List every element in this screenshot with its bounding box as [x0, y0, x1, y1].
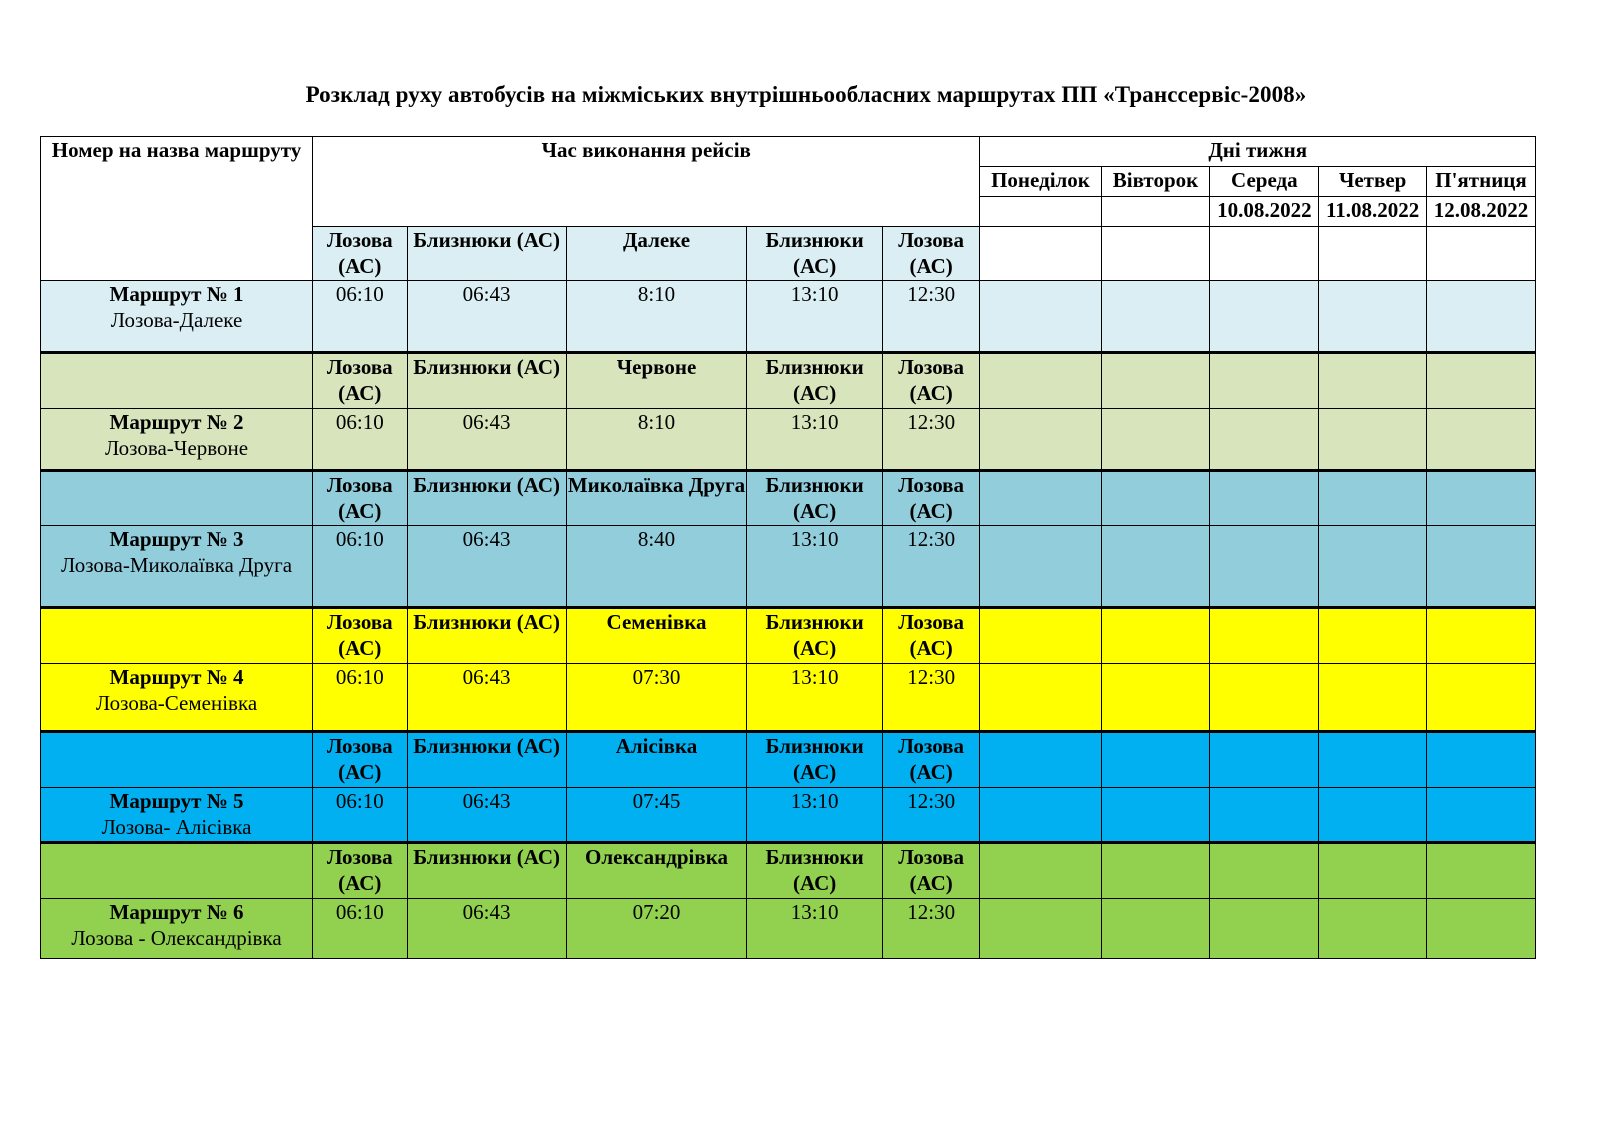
- day-cell: [1427, 664, 1536, 732]
- day-cell: [980, 664, 1101, 732]
- time-cell: 06:43: [407, 899, 566, 959]
- day-date: 12.08.2022: [1427, 197, 1536, 227]
- time-cell: 06:43: [407, 664, 566, 732]
- time-cell: 12:30: [882, 899, 980, 959]
- route-header-spacer: [41, 353, 313, 409]
- day-cell: [1319, 843, 1427, 899]
- time-cell: 12:30: [882, 409, 980, 471]
- day-cell: [1427, 227, 1536, 281]
- time-cell: 12:30: [882, 788, 980, 843]
- day-cell: [1427, 732, 1536, 788]
- day-cell: [1427, 353, 1536, 409]
- day-cell: [1210, 353, 1319, 409]
- route-column-header: Номер на назва маршруту: [41, 137, 313, 281]
- schedule-table: [40, 136, 1536, 959]
- day-cell: [1210, 409, 1319, 471]
- route-header-spacer: [41, 843, 313, 899]
- time-cell: 13:10: [747, 409, 883, 471]
- stop-header: Близнюки (АС): [407, 732, 566, 788]
- stop-header: Близнюки (АС): [747, 732, 883, 788]
- time-cell: 13:10: [747, 281, 883, 353]
- time-cell: 07:20: [566, 899, 747, 959]
- day-cell: [1101, 608, 1210, 664]
- route-name: Лозова-Миколаївка Друга: [60, 553, 293, 577]
- time-cell: 12:30: [882, 664, 980, 732]
- day-cell: [1319, 281, 1427, 353]
- time-cell: 06:10: [313, 281, 407, 353]
- stop-header: Близнюки (АС): [747, 608, 883, 664]
- route-label: [41, 664, 313, 732]
- time-cell: 06:43: [407, 409, 566, 471]
- stop-header: Близнюки (АС): [407, 353, 566, 409]
- day-header: П'ятниця: [1427, 167, 1536, 197]
- day-cell: [1319, 471, 1427, 526]
- time-cell: 13:10: [747, 526, 883, 608]
- route-number: Маршрут № 2: [109, 410, 244, 434]
- route-name: Лозова-Далеке: [110, 308, 243, 332]
- stop-header: Лозова (АС): [313, 843, 407, 899]
- stop-header: Близнюки (АС): [407, 608, 566, 664]
- day-cell: [1210, 471, 1319, 526]
- time-column-header: Час виконання рейсів: [313, 137, 980, 227]
- day-cell: [1101, 353, 1210, 409]
- time-cell: 8:10: [566, 409, 747, 471]
- day-cell: [1319, 608, 1427, 664]
- day-cell: [980, 409, 1101, 471]
- day-cell: [1319, 409, 1427, 471]
- time-cell: 06:10: [313, 526, 407, 608]
- day-cell: [980, 471, 1101, 526]
- day-cell: [1210, 608, 1319, 664]
- day-cell: [1101, 899, 1210, 959]
- stop-header: Близнюки (АС): [407, 471, 566, 526]
- day-cell: [1319, 732, 1427, 788]
- route-header-spacer: [41, 471, 313, 526]
- stop-header: Алісівка: [566, 732, 747, 788]
- time-cell: 13:10: [747, 899, 883, 959]
- time-cell: 13:10: [747, 788, 883, 843]
- day-cell: [1101, 526, 1210, 608]
- route-label: [41, 899, 313, 959]
- day-cell: [1101, 664, 1210, 732]
- day-cell: [1210, 788, 1319, 843]
- day-date: [980, 197, 1101, 227]
- stop-header: Лозова (АС): [882, 471, 980, 526]
- time-cell: 07:45: [566, 788, 747, 843]
- day-cell: [980, 899, 1101, 959]
- route-header-spacer: [41, 608, 313, 664]
- day-cell: [1319, 227, 1427, 281]
- stop-header: Лозова (АС): [882, 843, 980, 899]
- route-number: Маршрут № 4: [109, 665, 244, 689]
- stop-header: Лозова (АС): [313, 471, 407, 526]
- stop-header: Лозова (АС): [882, 227, 980, 281]
- day-cell: [1319, 788, 1427, 843]
- stop-header: Близнюки (АС): [407, 227, 566, 281]
- time-cell: 8:10: [566, 281, 747, 353]
- day-date: 11.08.2022: [1319, 197, 1427, 227]
- stop-header: Лозова (АС): [313, 732, 407, 788]
- day-cell: [1210, 526, 1319, 608]
- time-cell: 8:40: [566, 526, 747, 608]
- stop-header: Миколаївка Друга: [566, 471, 747, 526]
- stop-header: Червоне: [566, 353, 747, 409]
- day-cell: [1101, 471, 1210, 526]
- day-cell: [1101, 227, 1210, 281]
- time-cell: 13:10: [747, 664, 883, 732]
- day-cell: [980, 227, 1101, 281]
- stop-header: Лозова (АС): [882, 608, 980, 664]
- day-cell: [1101, 788, 1210, 843]
- day-cell: [1101, 281, 1210, 353]
- time-cell: 06:10: [313, 409, 407, 471]
- day-header: Середа: [1210, 167, 1319, 197]
- day-cell: [1101, 843, 1210, 899]
- day-cell: [1427, 526, 1536, 608]
- route-name: Лозова- Алісівка: [101, 815, 252, 839]
- time-cell: 06:43: [407, 526, 566, 608]
- day-cell: [980, 843, 1101, 899]
- route-label: [41, 409, 313, 471]
- day-cell: [1319, 664, 1427, 732]
- day-cell: [1427, 843, 1536, 899]
- day-cell: [980, 788, 1101, 843]
- time-cell: 06:10: [313, 899, 407, 959]
- route-number: Маршрут № 6: [109, 900, 244, 924]
- day-cell: [1319, 899, 1427, 959]
- day-cell: [1427, 471, 1536, 526]
- day-cell: [980, 526, 1101, 608]
- stop-header: Близнюки (АС): [747, 353, 883, 409]
- day-header: Понеділок: [980, 167, 1101, 197]
- day-cell: [1210, 281, 1319, 353]
- day-date: [1101, 197, 1210, 227]
- day-cell: [1319, 526, 1427, 608]
- route-number: Маршрут № 3: [109, 527, 244, 551]
- stop-header: Лозова (АС): [313, 227, 407, 281]
- day-cell: [980, 353, 1101, 409]
- time-cell: 12:30: [882, 526, 980, 608]
- day-cell: [980, 608, 1101, 664]
- day-cell: [1210, 899, 1319, 959]
- day-cell: [1427, 788, 1536, 843]
- day-header: Вівторок: [1101, 167, 1210, 197]
- stop-header: Лозова (АС): [882, 353, 980, 409]
- stop-header: Далеке: [566, 227, 747, 281]
- stop-header: Олександрівка: [566, 843, 747, 899]
- time-cell: 12:30: [882, 281, 980, 353]
- stop-header: Лозова (АС): [313, 353, 407, 409]
- route-label: [41, 788, 313, 843]
- time-cell: 06:43: [407, 281, 566, 353]
- day-cell: [1101, 409, 1210, 471]
- stop-header: Близнюки (АС): [747, 843, 883, 899]
- day-cell: [1427, 899, 1536, 959]
- day-cell: [1427, 409, 1536, 471]
- stop-header: Близнюки (АС): [747, 227, 883, 281]
- route-label: [41, 281, 313, 353]
- route-name: Лозова - Олександрівка: [71, 926, 282, 950]
- time-cell: 06:10: [313, 788, 407, 843]
- route-name: Лозова-Семенівка: [95, 691, 258, 715]
- stop-header: Лозова (АС): [882, 732, 980, 788]
- day-cell: [1101, 732, 1210, 788]
- time-cell: 07:30: [566, 664, 747, 732]
- day-cell: [1210, 664, 1319, 732]
- day-cell: [1210, 843, 1319, 899]
- stop-header: Близнюки (АС): [747, 471, 883, 526]
- days-column-header: Дні тижня: [980, 137, 1536, 167]
- day-date: 10.08.2022: [1210, 197, 1319, 227]
- day-cell: [1319, 353, 1427, 409]
- time-cell: 06:10: [313, 664, 407, 732]
- route-header-spacer: [41, 732, 313, 788]
- stop-header: Близнюки (АС): [407, 843, 566, 899]
- day-cell: [1427, 281, 1536, 353]
- day-cell: [1210, 732, 1319, 788]
- route-number: Маршрут № 5: [109, 789, 244, 813]
- day-cell: [1427, 608, 1536, 664]
- time-cell: 06:43: [407, 788, 566, 843]
- stop-header: Лозова (АС): [313, 608, 407, 664]
- stop-header: Семенівка: [566, 608, 747, 664]
- day-cell: [1210, 227, 1319, 281]
- document-title: Розклад руху автобусів на міжміських внутрішньообласних маршрутах ПП «Транссервіс-2008»: [305, 82, 1307, 107]
- day-cell: [980, 281, 1101, 353]
- route-number: Маршрут № 1: [109, 282, 244, 306]
- day-header: Четвер: [1319, 167, 1427, 197]
- route-label: [41, 526, 313, 608]
- day-cell: [980, 732, 1101, 788]
- route-name: Лозова-Червоне: [104, 436, 249, 460]
